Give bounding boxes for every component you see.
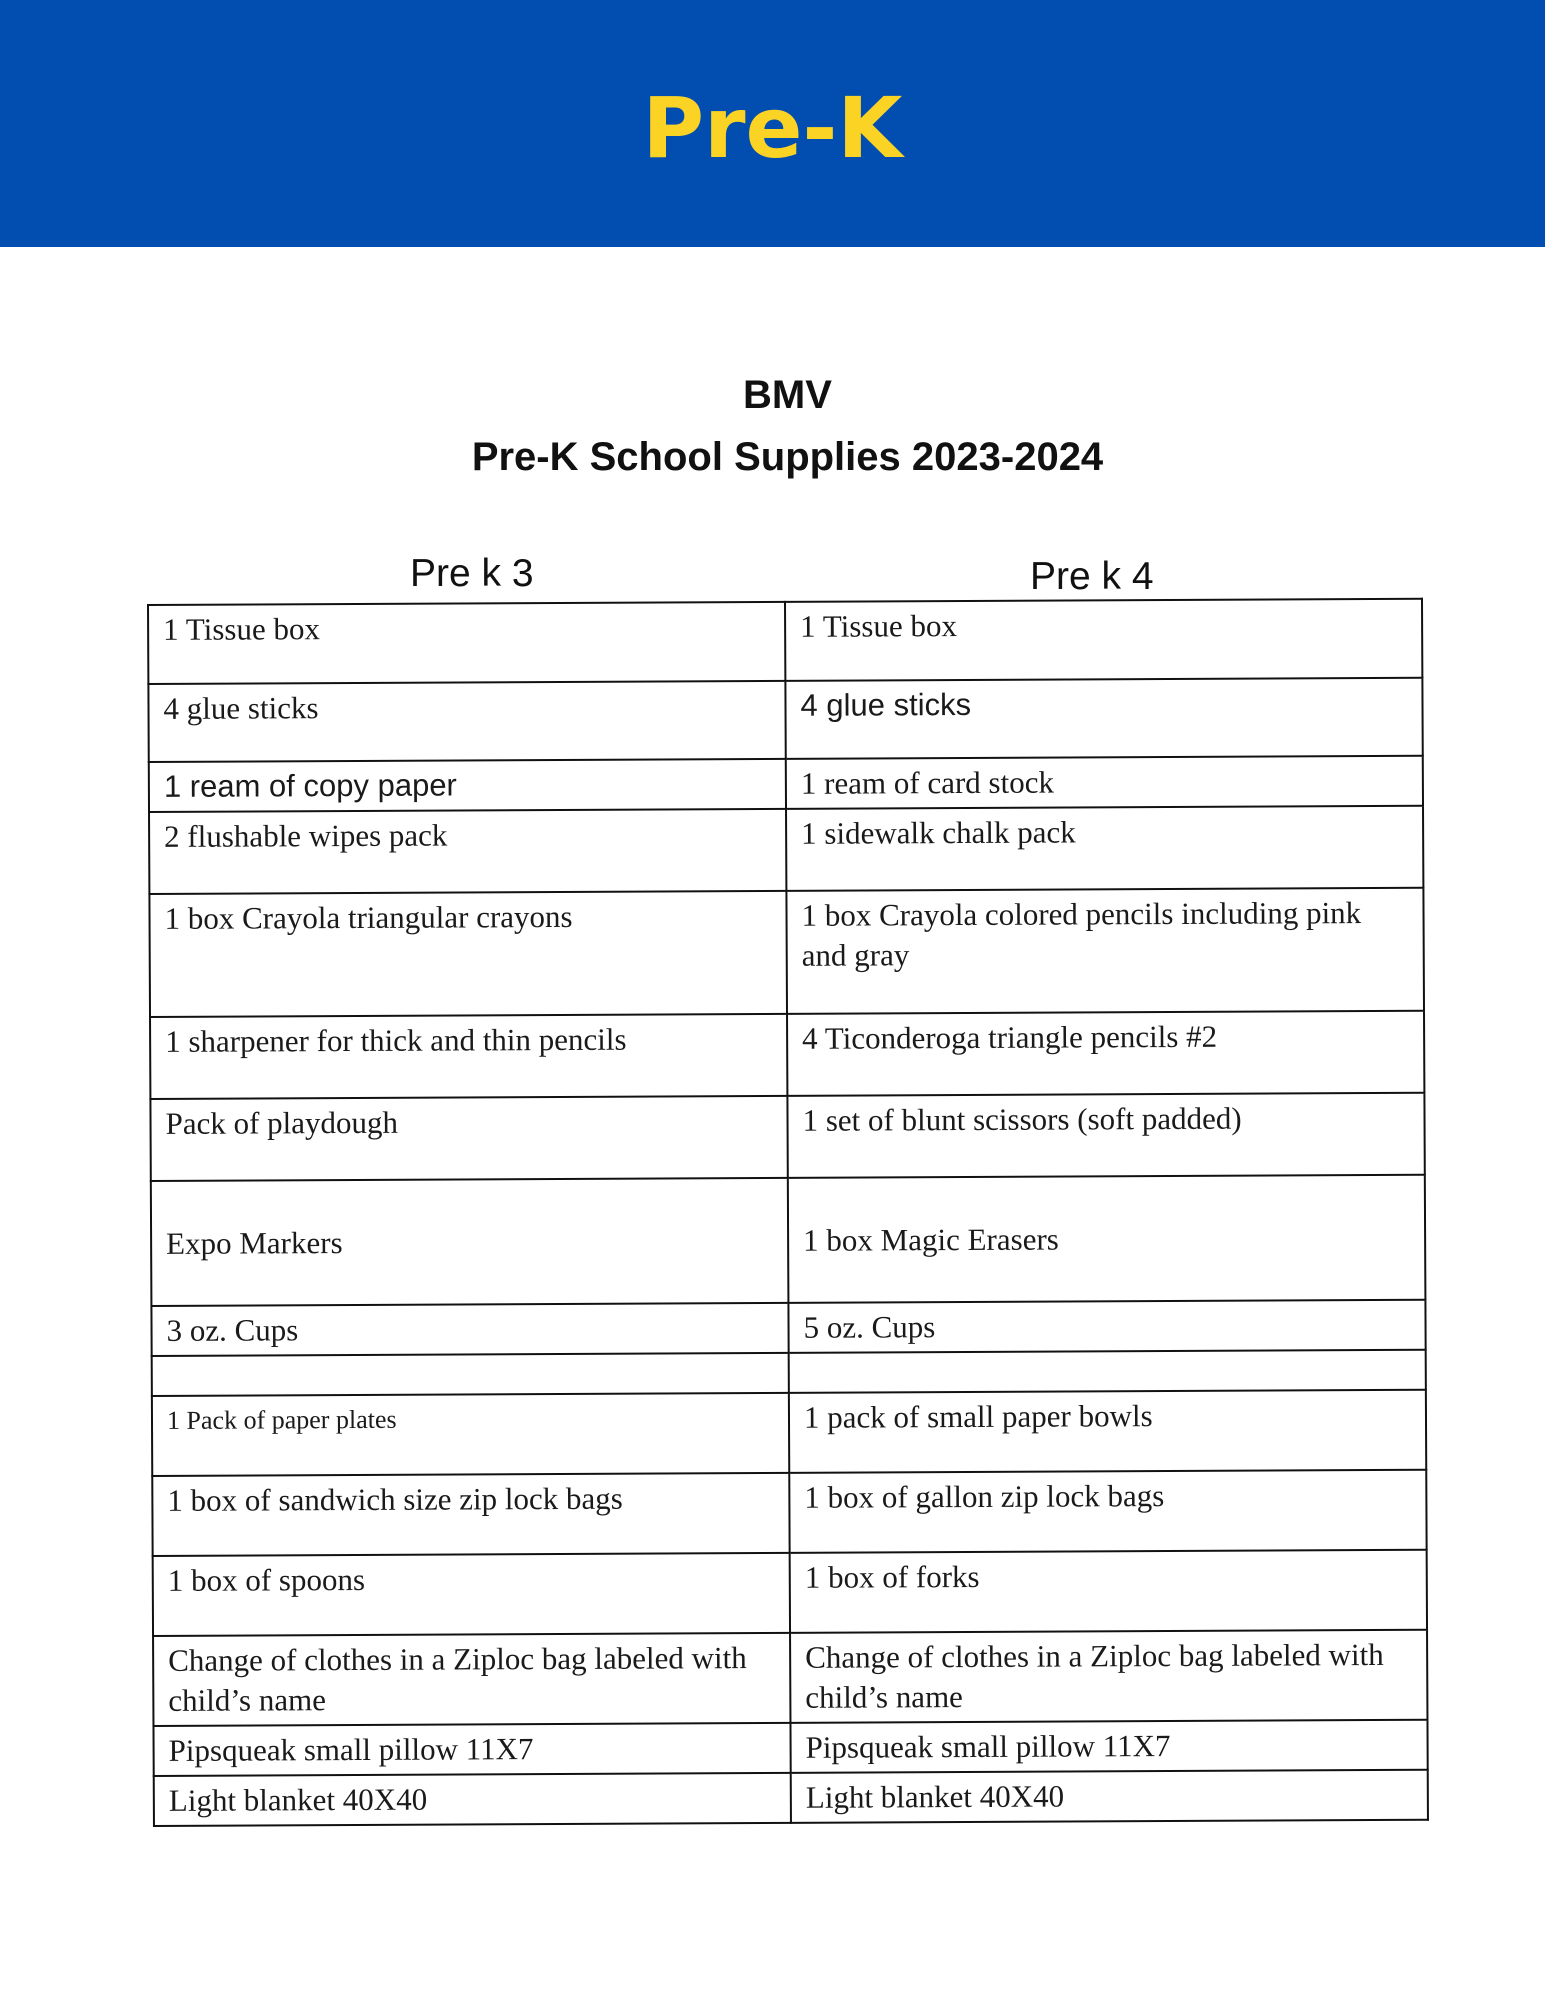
table-row bbox=[153, 1720, 1427, 1776]
table-cell: 1 box of gallon zip lock bags bbox=[789, 1470, 1426, 1553]
table-cell: Light blanket 40X40 bbox=[154, 1773, 791, 1826]
table-cell: Pipsqueak small pillow 11X7 bbox=[790, 1720, 1427, 1773]
table-row bbox=[152, 1470, 1426, 1556]
table-row bbox=[149, 756, 1423, 812]
table-cell: 1 sharpener for thick and thin pencils bbox=[150, 1014, 787, 1099]
table-cell: 3 oz. Cups bbox=[151, 1303, 788, 1356]
table-cell: Pack of playdough bbox=[150, 1096, 787, 1181]
table-cell: Expo Markers bbox=[151, 1178, 789, 1306]
table-row bbox=[153, 1630, 1427, 1726]
table-row bbox=[152, 1390, 1426, 1476]
table-cell bbox=[152, 1353, 789, 1396]
table-row bbox=[151, 1300, 1425, 1356]
table-row bbox=[150, 1093, 1424, 1181]
table-row bbox=[148, 678, 1422, 762]
table-row bbox=[151, 1175, 1426, 1306]
column-header-pre-k-3: Pre k 3 bbox=[410, 552, 534, 595]
table-row bbox=[148, 599, 1422, 684]
table-cell: 1 pack of small paper bowls bbox=[789, 1390, 1426, 1473]
table-cell: 1 box Crayola colored pencils including pink and gray bbox=[786, 888, 1424, 1014]
table-cell: 1 box Magic Erasers bbox=[788, 1175, 1426, 1303]
table-cell: 1 Tissue box bbox=[785, 599, 1422, 681]
table-row-empty bbox=[152, 1350, 1426, 1396]
table-row bbox=[149, 806, 1423, 894]
table-cell: Light blanket 40X40 bbox=[791, 1770, 1428, 1823]
table-row bbox=[150, 1011, 1424, 1099]
table-cell: 1 box of spoons bbox=[153, 1553, 790, 1636]
table-cell: Change of clothes in a Ziploc bag labeled with child’s name bbox=[790, 1630, 1427, 1723]
column-header-pre-k-4: Pre k 4 bbox=[1030, 555, 1154, 598]
table-cell: 1 ream of card stock bbox=[786, 756, 1423, 809]
table-cell: 1 Pack of paper plates bbox=[152, 1393, 789, 1476]
table-cell: 4 glue sticks bbox=[785, 678, 1422, 759]
table-cell: 1 box of sandwich size zip lock bags bbox=[152, 1473, 789, 1556]
school-name: BMV bbox=[743, 373, 832, 417]
table-cell: Change of clothes in a Ziploc bag labeled with child’s name bbox=[153, 1633, 790, 1726]
table-cell: 1 Tissue box bbox=[148, 602, 785, 684]
table-cell: 1 sidewalk chalk pack bbox=[786, 806, 1423, 891]
table-cell: 1 box of forks bbox=[790, 1550, 1427, 1633]
table-cell: Pipsqueak small pillow 11X7 bbox=[153, 1723, 790, 1776]
table-cell: 4 Ticonderoga triangle pencils #2 bbox=[787, 1011, 1424, 1096]
table-cell: 4 glue sticks bbox=[148, 681, 785, 762]
header-banner bbox=[0, 0, 1545, 247]
table-cell: 1 set of blunt scissors (soft padded) bbox=[787, 1093, 1424, 1178]
table-cell: 5 oz. Cups bbox=[788, 1300, 1425, 1353]
table-cell: 1 ream of copy paper bbox=[149, 759, 786, 812]
table-cell bbox=[789, 1350, 1426, 1393]
table-cell: 1 box Crayola triangular crayons bbox=[149, 891, 787, 1017]
document-title: Pre-K School Supplies 2023-2024 bbox=[471, 435, 1104, 479]
banner-title: Pre-K bbox=[642, 79, 903, 177]
table-row bbox=[149, 888, 1424, 1017]
supplies-table bbox=[147, 598, 1429, 1827]
table-row bbox=[153, 1550, 1427, 1636]
table-cell: 2 flushable wipes pack bbox=[149, 809, 786, 894]
table-row bbox=[154, 1770, 1428, 1826]
